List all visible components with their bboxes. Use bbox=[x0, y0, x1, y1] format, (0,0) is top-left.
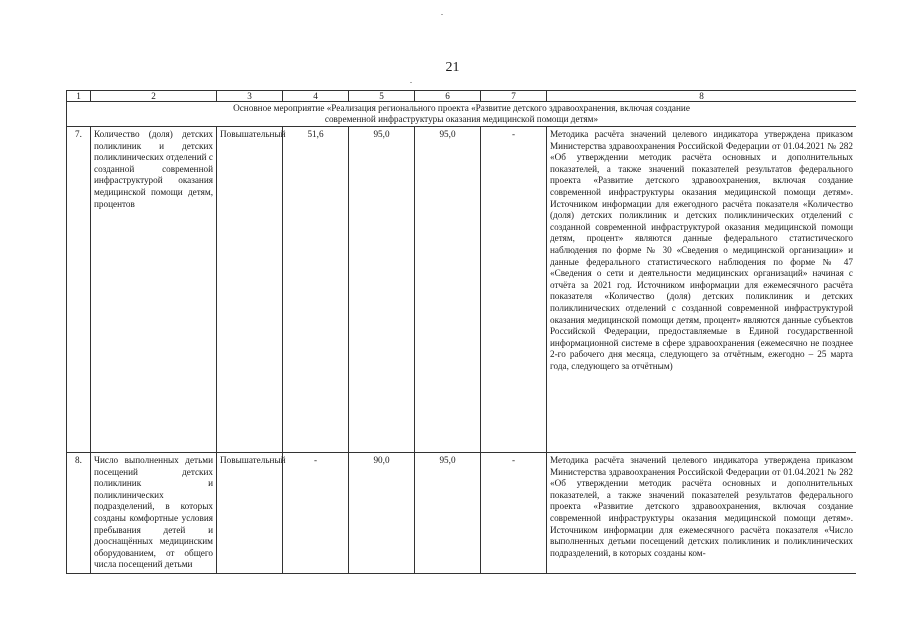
indicator-name: Количество (доля) детских поликлиник и детских поликлинических отделений с созданной современной инфраструктурой оказания медицинской помощи детям, процентов bbox=[91, 127, 217, 453]
value-col6: 95,0 bbox=[415, 453, 481, 574]
page-number: 21 bbox=[445, 60, 460, 75]
methodology-text: Методика расчёта значений целевого индикатора утверждена приказом Министерства здравоохранения Российской Федерации от 01.04.2021 № 282 «Об утверждении методик расчёта основных и дополнительных показателей, а также значений показателей результатов федерального проекта «Развитие детского здравоохранения, включая создание современной инфраструктуры оказания медицинской помощи детям». Источником информации для ежегодного расчёта показателя «Количество (доля) детских поликлиник и детских поликлинических отделений с созданной современной инфраструктурой оказания медицинской помощи детям, процент» являются данные федерального статистического наблюдения по форме № 30 «Сведения о медицинской организации» и данные федерального статистического наблюдения по форме № 47 «Сведения о сети и деятельности медицинских организаций» начиная с отчёта за 2021 год. Источником информации для ежемесячного расчёта показателя «Количество (доля) детских поликлиник и детских поликлинических отделений с созданной современной инфраструктурой оказания медицинской помощи детям, процент» являются данные субъектов Российской Федерации, предоставляемые в Единой государственной информационной системе в сфере здравоохранения (ежемесячно не позднее 2-го рабочего дня месяца, следующего за отчётным, ежегодно – 25 марта года, следующего за отчётным) bbox=[547, 127, 857, 453]
value-col4: 51,6 bbox=[283, 127, 349, 453]
methodology-text: Методика расчёта значений целевого индикатора утверждена приказом Министерства здравоохранения Российской Федерации от 01.04.2021 № 282 «Об утверждении методик расчёта основных и дополнительных показателей, а также значений показателей результатов федерального проекта «Развитие детского здравоохранения, включая создание современной инфраструктуры оказания медицинской помощи детям». Источником информации для ежемесячного расчёта показателя «Число выполненных детьми посещений детских поликлиник и поликлинических подразделений, в которых созданы ком- bbox=[547, 453, 857, 574]
section-heading-row bbox=[67, 102, 857, 127]
column-number: 4 bbox=[283, 91, 349, 102]
column-number: 6 bbox=[415, 91, 481, 102]
row-number: 7. bbox=[67, 127, 91, 453]
indicator-name: Число выполненных детьми посещений детских поликлиник и поликлинических подразделений, в которых созданы комфортные условия пребывания детей и дооснащённых медицинским оборудованием, от общего числа посещений детьми bbox=[91, 453, 217, 574]
scan-speck bbox=[410, 82, 412, 83]
value-col7: - bbox=[481, 127, 547, 453]
column-number: 7 bbox=[481, 91, 547, 102]
value-col7: - bbox=[481, 453, 547, 574]
table-row bbox=[67, 453, 857, 574]
value-col5: 90,0 bbox=[349, 453, 415, 574]
value-col5: 95,0 bbox=[349, 127, 415, 453]
column-number-row bbox=[67, 91, 857, 102]
section-heading bbox=[67, 102, 857, 127]
column-number: 5 bbox=[349, 91, 415, 102]
column-number: 1 bbox=[67, 91, 91, 102]
section-heading-line: современной инфраструктуры оказания медицинской помощи детям» bbox=[324, 114, 599, 124]
indicator-table bbox=[66, 90, 856, 574]
section-heading-line: Основное мероприятие «Реализация регионального проекта «Развитие детского здравоохранения, включая создание bbox=[233, 103, 690, 113]
row-number: 8. bbox=[67, 453, 91, 574]
indicator-type: Повышательный bbox=[217, 127, 283, 453]
value-col6: 95,0 bbox=[415, 127, 481, 453]
indicator-table-frame bbox=[66, 90, 856, 600]
indicator-type: Повышательный bbox=[217, 453, 283, 574]
column-number: 3 bbox=[217, 91, 283, 102]
table-row bbox=[67, 127, 857, 453]
column-number: 8 bbox=[547, 91, 857, 102]
value-col4: - bbox=[283, 453, 349, 574]
column-number: 2 bbox=[91, 91, 217, 102]
scan-speck bbox=[441, 14, 443, 15]
